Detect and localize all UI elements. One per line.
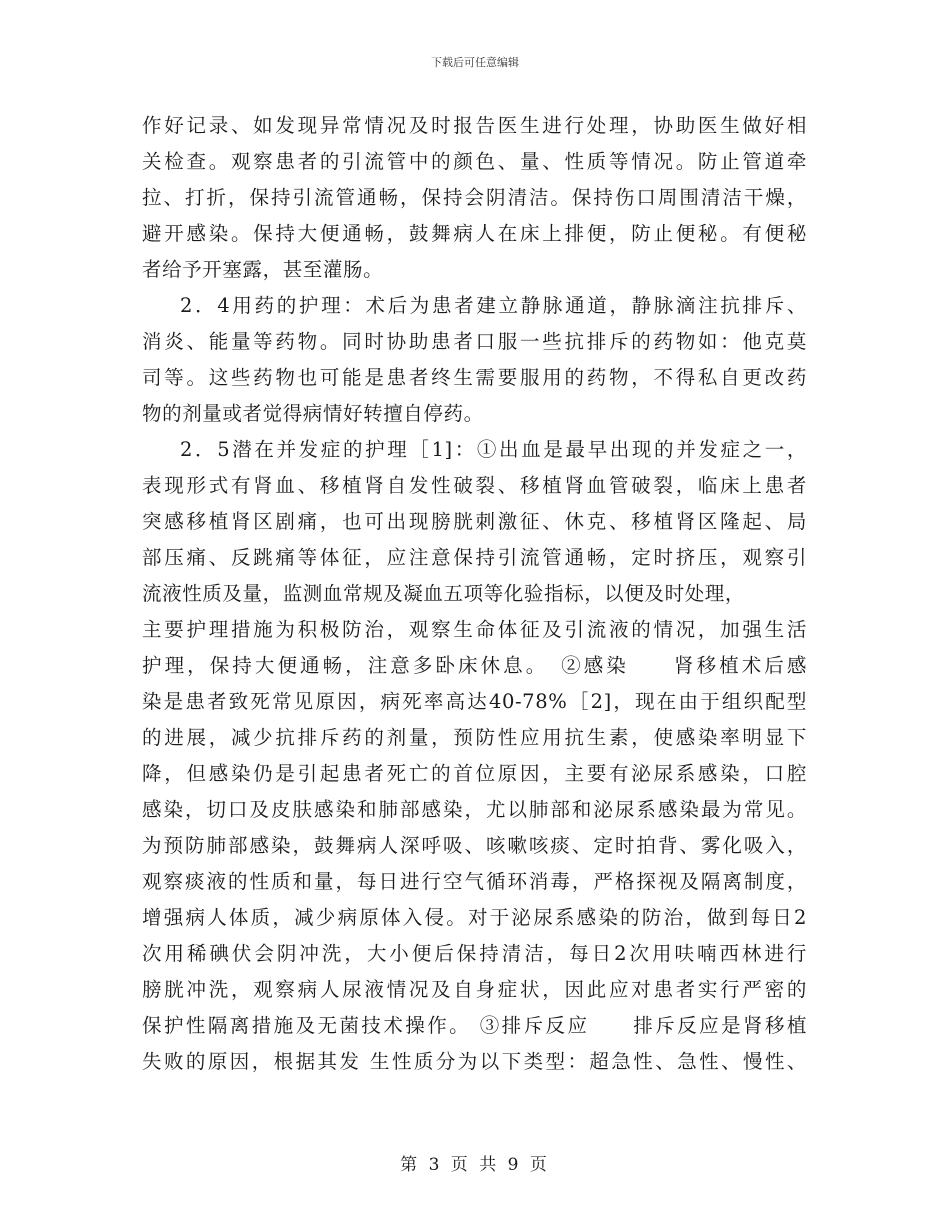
body-line: 降，但感染仍是引起患者死亡的首位原因，主要有泌尿系感染，口腔 — [142, 762, 807, 785]
body-line: 2．4用药的护理：术后为患者建立静脉通道，静脉滴注抗排斥、 — [180, 294, 807, 317]
body-line: 流液性质及量，监测血常规及凝血五项等化验指标，以便及时处理， — [142, 582, 746, 605]
body-line: 保护性隔离措施及无菌技术操作。 ③排斥反应 排斥反应是肾移植 — [142, 1014, 807, 1037]
body-line: 消炎、能量等药物。同时协助患者口服一些抗排斥的药物如：他克莫 — [142, 330, 807, 353]
body-line: 为预防肺部感染，鼓舞病人深呼吸、咳嗽咳痰、定时拍背、雾化吸入， — [142, 834, 807, 857]
body-line: 关检查。观察患者的引流管中的颜色、量、性质等情况。防止管道牵 — [142, 150, 807, 173]
body-line: 主要护理措施为积极防治，观察生命体征及引流液的情况，加强生活 — [142, 618, 807, 641]
body-line: 物的剂量或者觉得病情好转擅自停药。 — [142, 402, 484, 425]
body-text — [142, 108, 807, 1080]
page-footer: 第 3 页 共 9 页 — [400, 1155, 550, 1175]
body-line: 部压痛、反跳痛等体征，应注意保持引流管通畅，定时挤压，观察引 — [142, 546, 807, 569]
body-line: 避开感染。保持大便通畅，鼓舞病人在床上排便，防止便秘。有便秘 — [142, 222, 807, 245]
body-line: 护理，保持大便通畅，注意多卧床休息。 ②感染 肾移植术后感 — [142, 654, 807, 677]
body-line: 者给予开塞露，甚至灌肠。 — [142, 258, 384, 281]
body-line: 2．5潜在并发症的护理［1]：①出血是最早出现的并发症之一， — [180, 438, 807, 461]
body-line: 作好记录、如发现异常情况及时报告医生进行处理，协助医生做好相 — [142, 114, 807, 137]
body-line: 的进展，减少抗排斥药的剂量，预防性应用抗生素，使感染率明显下 — [142, 726, 807, 749]
body-line: 突感移植肾区剧痛，也可出现膀胱刺激征、休克、移植肾区隆起、局 — [142, 510, 807, 533]
body-line: 感染，切口及皮肤感染和肺部感染，尤以肺部和泌尿系感染最为常见。 — [142, 798, 807, 821]
body-line: 拉、打折，保持引流管通畅，保持会阴清洁。保持伤口周围清洁干燥， — [142, 186, 807, 209]
page-header: 下载后可任意编辑 — [431, 56, 519, 69]
body-line: 增强病人体质，减少病原体入侵。对于泌尿系感染的防治，做到每日2 — [142, 906, 807, 929]
body-line: 观察痰液的性质和量，每日进行空气循环消毒，严格探视及隔离制度， — [142, 870, 807, 893]
body-line: 染是患者致死常见原因，病死率高达40-78%［2]，现在由于组织配型 — [142, 690, 807, 713]
body-line: 司等。这些药物也可能是患者终生需要服用的药物，不得私自更改药 — [142, 366, 807, 389]
body-line: 膀胱冲洗，观察病人尿液情况及自身症状，因此应对患者实行严密的 — [142, 978, 807, 1001]
body-line: 失败的原因，根据其发 生性质分为以下类型：超急性、急性、慢性、 — [142, 1050, 807, 1073]
body-line: 次用稀碘伏会阴冲洗，大小便后保持清洁，每日2次用呋喃西林进行 — [142, 942, 807, 965]
body-line: 表现形式有肾血、移植肾自发性破裂、移植肾血管破裂，临床上患者 — [142, 474, 807, 497]
